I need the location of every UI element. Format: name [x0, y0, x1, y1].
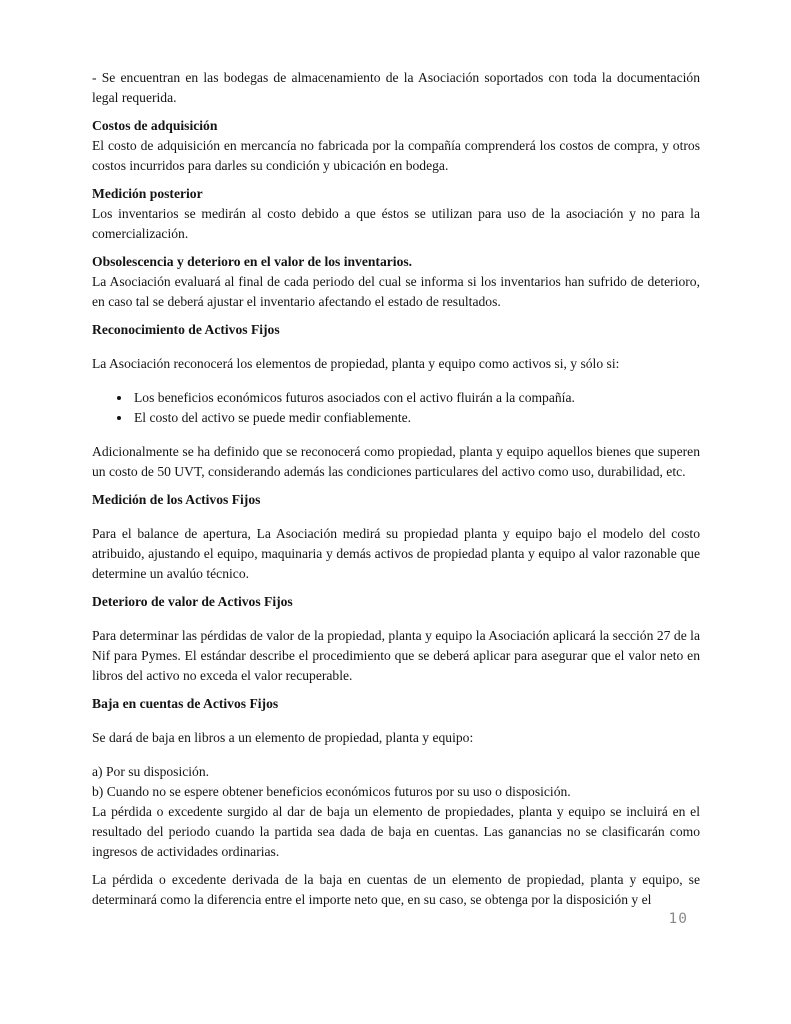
line-item-b-beneficios-futuros: b) Cuando no se espere obtener beneficios económicos futuros por su uso o disposición.	[92, 784, 571, 799]
paragraph-medicion-activos-fijos: Para el balance de apertura, La Asociación medirá su propiedad planta y equipo bajo el modelo del costo atribuido, ajustando el equipo, maquinaria y demás activos de propiedad planta y equipo al valor razonable que determine un avalúo técnico.	[92, 526, 700, 581]
paragraph-perdida-excedente-derivada: La pérdida o excedente derivada de la baja en cuentas de un elemento de propiedad, planta y equipo, se determinará como la diferencia entre el importe neto que, en su caso, se obtenga por la disposición y el	[92, 872, 700, 907]
section-heading-deterioro-valor-activos-fijos: Deterioro de valor de Activos Fijos	[92, 594, 293, 609]
recognition-criteria-list	[92, 388, 700, 428]
section-heading-obsolescencia-deterioro: Obsolescencia y deterioro en el valor de los inventarios.	[92, 254, 413, 269]
paragraph-adicionalmente-50-uvt: Adicionalmente se ha definido que se reconocerá como propiedad, planta y equipo aquellos bienes que superen un costo de 50 UVT, considerando además las condiciones particulares del activo como uso, durabilidad, etc.	[92, 444, 700, 479]
paragraph-reconocimiento-intro: La Asociación reconocerá los elementos de propiedad, planta y equipo como activos si, y sólo si:	[92, 356, 620, 371]
list-item-costo-medible: • El costo del activo se puede medir confiablemente.	[132, 408, 700, 428]
paragraph-costos-de-adquisicion: El costo de adquisición en mercancía no fabricada por la compañía comprenderá los costos de compra, y otros costos incurridos para darles su condición y ubicación en bodega.	[92, 138, 700, 173]
section-heading-medicion-activos-fijos: Medición de los Activos Fijos	[92, 492, 261, 507]
line-item-a-disposicion: a) Por su disposición.	[92, 764, 210, 779]
paragraph-deterioro-valor-activos-fijos: Para determinar las pérdidas de valor de la propiedad, planta y equipo la Asociación aplicará la sección 27 de la Nif para Pymes. El estándar describe el procedimiento que se deberá aplicar para asegurar que el valor neto en libros del activo no exceda el valor recuperable.	[92, 628, 700, 683]
paragraph-storage-support: - Se encuentran en las bodegas de almacenamiento de la Asociación soportados con toda la documentación legal requerida.	[92, 70, 700, 105]
section-heading-baja-en-cuentas: Baja en cuentas de Activos Fijos	[92, 696, 279, 711]
section-heading-costos-de-adquisicion: Costos de adquisición	[92, 118, 218, 133]
paragraph-obsolescencia-deterioro: La Asociación evaluará al final de cada periodo del cual se informa si los inventarios han sufrido de deterioro, en caso tal se deberá ajustar el inventario afectando el estado de resultados.	[92, 274, 700, 309]
section-heading-reconocimiento-activos-fijos: Reconocimiento de Activos Fijos	[92, 322, 280, 337]
section-heading-medicion-posterior: Medición posterior	[92, 186, 203, 201]
document-body	[92, 68, 700, 928]
list-item-beneficios-economicos: • Los beneficios económicos futuros asociados con el activo fluirán a la compañía.	[132, 388, 700, 408]
paragraph-perdida-excedente-surgido: La pérdida o excedente surgido al dar de baja un elemento de propiedades, planta y equipo se incluirá en el resultado del periodo cuando la partida sea dada de baja en cuentas. Las ganancias no se clasificarán como ingresos de actividades ordinarias.	[92, 804, 700, 859]
paragraph-baja-en-cuentas-intro: Se dará de baja en libros a un elemento de propiedad, planta y equipo:	[92, 730, 474, 745]
page-number: 10	[668, 911, 688, 927]
paragraph-medicion-posterior: Los inventarios se medirán al costo debido a que éstos se utilizan para uso de la asociación y no para la comercialización.	[92, 206, 700, 241]
